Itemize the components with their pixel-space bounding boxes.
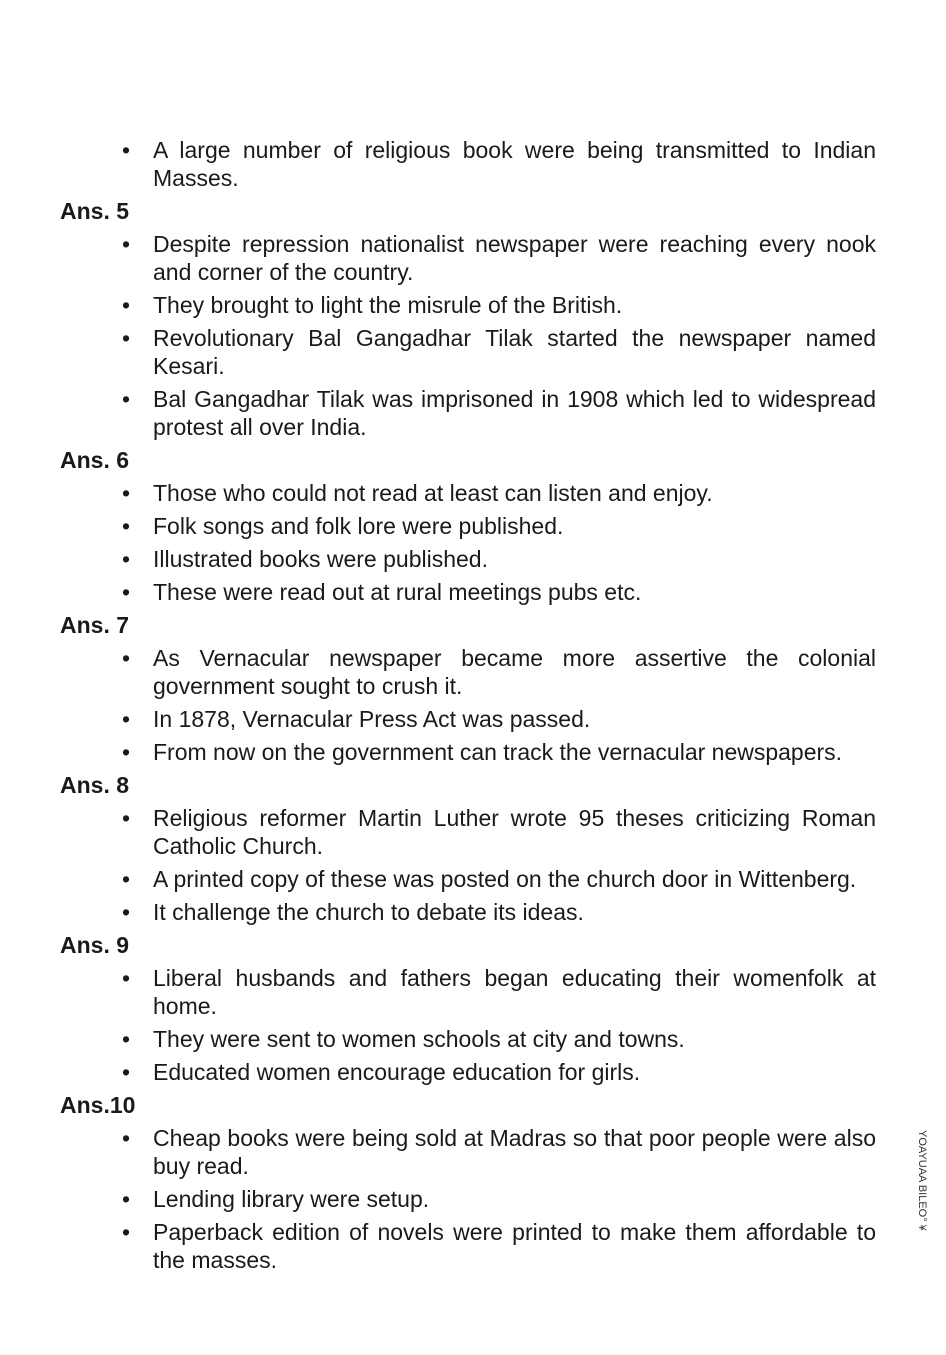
list-item-text: Revolutionary Bal Gangadhar Tilak started the newspaper named Kesari. [153,325,876,379]
bullet-icon: • [121,965,131,991]
list-item [0,545,876,573]
list-item [0,230,876,286]
bullet-icon: • [121,513,131,539]
answer-heading-10: Ans.10 [60,1092,136,1118]
list-item-text: Paperback edition of novels were printed to make them affordable to the masses. [153,1219,876,1273]
bullet-icon: • [121,386,131,412]
bullet-icon: • [121,579,131,605]
list-item [0,1218,876,1274]
list-item [0,291,876,319]
bullet-icon: • [121,1059,131,1085]
side-margin-label: YOAYUAA BILEO° ¥ [916,1130,928,1231]
bullet-icon: • [121,866,131,892]
bullet-icon: • [121,1125,131,1151]
list-item [0,644,876,700]
list-item-text: Religious reformer Martin Luther wrote 95 theses criticizing Roman Catholic Church. [153,805,876,859]
list-item [0,1185,876,1213]
answer-heading-5: Ans. 5 [60,198,130,224]
list-item-text: From now on the government can track the vernacular newspapers. [153,739,843,765]
bullet-icon: • [121,899,131,925]
bullet-icon: • [121,1186,131,1212]
bullet-icon: • [121,645,131,671]
list-item [0,1124,876,1180]
bullet-icon: • [121,231,131,257]
document-body [0,136,946,1279]
list-item-text: They brought to light the misrule of the British. [153,292,623,318]
bullet-icon: • [121,325,131,351]
answer-heading-7: Ans. 7 [60,612,130,638]
list-item-text: Despite repression nationalist newspaper were reaching every nook and corner of the country. [153,231,876,285]
list-item [0,738,876,766]
bullet-icon: • [121,805,131,831]
list-item-text: These were read out at rural meetings pubs etc. [153,579,642,605]
list-item-text: Lending library were setup. [153,1186,430,1212]
list-item-text: Bal Gangadhar Tilak was imprisoned in 1908 which led to widespread protest all over India. [153,386,876,440]
bullet-icon: • [121,1219,131,1245]
list-item [0,324,876,380]
list-item-text: In 1878, Vernacular Press Act was passed. [153,706,591,732]
list-item [0,479,876,507]
bullet-icon: • [121,546,131,572]
list-item-text: Cheap books were being sold at Madras so that poor people were also buy read. [153,1125,876,1179]
bullet-icon: • [121,137,131,163]
list-item-text: A large number of religious book were being transmitted to Indian Masses. [153,137,876,191]
answer-heading-6: Ans. 6 [60,447,130,473]
list-item [0,804,876,860]
list-item-text: A printed copy of these was posted on the church door in Wittenberg. [153,866,857,892]
list-item [0,1025,876,1053]
bullet-icon: • [121,480,131,506]
list-item-text: Folk songs and folk lore were published. [153,513,564,539]
list-item-text: Illustrated books were published. [153,546,488,572]
list-item [0,964,876,1020]
list-item-text: It challenge the church to debate its ideas. [153,899,584,925]
list-item-text: Those who could not read at least can listen and enjoy. [153,480,713,506]
bullet-icon: • [121,292,131,318]
answer-heading-9: Ans. 9 [60,932,130,958]
list-item [0,578,876,606]
list-item [0,136,876,192]
list-item-text: Educated women encourage education for girls. [153,1059,641,1085]
list-item-text: As Vernacular newspaper became more assertive the colonial government sought to crush it. [153,645,876,699]
list-item [0,898,876,926]
bullet-icon: • [121,706,131,732]
side-margin-text [910,1130,934,1300]
list-item [0,705,876,733]
list-item [0,865,876,893]
list-item [0,512,876,540]
bullet-icon: • [121,1026,131,1052]
list-item-text: Liberal husbands and fathers began educating their womenfolk at home. [153,965,876,1019]
list-item-text: They were sent to women schools at city and towns. [153,1026,685,1052]
list-item [0,1058,876,1086]
bullet-icon: • [121,739,131,765]
list-item [0,385,876,441]
answer-heading-8: Ans. 8 [60,772,130,798]
